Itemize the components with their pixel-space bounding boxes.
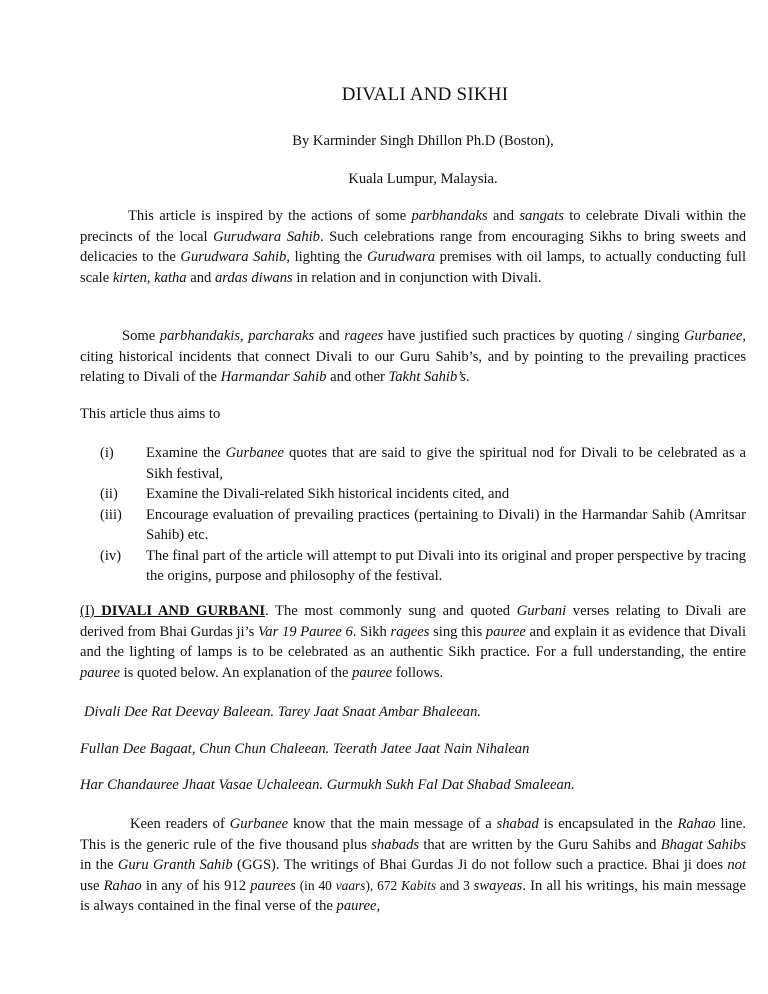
verse-line: Divali Dee Rat Deevay Baleean. Tarey Jaat Snaat Ambar Bhaleean.	[84, 704, 482, 720]
intro-paragraph: This article is inspired by the actions of some parbhandaks and sangats to celebrate Divali within the precincts of the local Gurudwara Sahib. Such celebrations range from encouraging Sikhs to bring sweets and delicacies to the Gurudwara Sahib, lighting the Gurudwara premises with oil lamps, to actually conducting full scale kirten, katha and ardas diwans in relation and in conjunction with Divali.	[80, 208, 747, 286]
location-line: Kuala Lumpur, Malaysia.	[348, 171, 498, 187]
list-item	[80, 443, 746, 484]
justification-paragraph: Some parbhandakis, parcharaks and ragees have justified such practices by quoting / singing Gurbanee, citing historical incidents that connect Divali to our Guru Sahib’s, and by pointing to the prevailing practices relating to Divali of the Harmandar Sahib and other Takht Sahib’s.	[80, 328, 747, 385]
verse-line: Fullan Dee Bagaat, Chun Chun Chaleean. Teerath Jatee Jaat Nain Nihalean	[80, 741, 530, 757]
list-number: (iii)	[100, 506, 122, 523]
list-text: The final part of the article will attempt to put Divali into its original and proper perspective by tracing the origins, purpose and philosophy of the festival.	[146, 547, 746, 584]
list-text: Encourage evaluation of prevailing practices (pertaining to Divali) in the Harmandar Sahib (Amritsar Sahib) etc.	[146, 506, 746, 543]
section-divali-gurbani: (I) DIVALI AND GURBANI. The most commonly sung and quoted Gurbani verses relating to Divali are derived from Bhai Gurdas ji’s Var 19 Pauree 6. Sikh ragees sing this pauree and explain it as evidence that Divali and the lighting of lamps is to be celebrated as an authentic Sikh practice. For a full understanding, the entire pauree is quoted below. An explanation of the pauree follows.	[80, 603, 747, 681]
list-item	[80, 484, 746, 505]
rahao-paragraph: Keen readers of Gurbanee know that the main message of a shabad is encapsulated in the Rahao line. This is the generic rule of the five thousand plus shabads that are written by the Guru Sahibs and Bhagat Sahibs in the Guru Granth Sahib (GGS). The writings of Bhai Gurdas Ji do not follow such a practice. Bhai ji does not use Rahao in any of his 912 paurees (in 40 vaars), 672 Kabits and 3 swayeas. In all his writings, his main message is always contained in the final verse of the pauree,	[80, 816, 747, 914]
list-number: (i)	[100, 445, 114, 461]
section-heading: (I) DIVALI AND GURBANI	[80, 603, 266, 619]
list-number: (ii)	[100, 486, 118, 502]
author-line: By Karminder Singh Dhillon Ph.D (Boston),	[292, 133, 554, 149]
list-item	[80, 505, 746, 546]
list-text: Examine the Divali-related Sikh historical incidents cited, and	[146, 486, 510, 502]
list-text: Examine the Gurbanee quotes that are said to give the spiritual nod for Divali to be celebrated as a Sikh festival,	[146, 445, 746, 482]
list-item	[80, 546, 746, 587]
document-title: DIVALI AND SIKHI	[341, 84, 509, 105]
aims-intro: This article thus aims to	[80, 406, 221, 422]
list-number: (iv)	[100, 547, 122, 564]
verse-line: Har Chandauree Jhaat Vasae Uchaleean. Gurmukh Sukh Fal Dat Shabad Smaleean.	[80, 777, 575, 793]
aims-list	[80, 443, 746, 587]
